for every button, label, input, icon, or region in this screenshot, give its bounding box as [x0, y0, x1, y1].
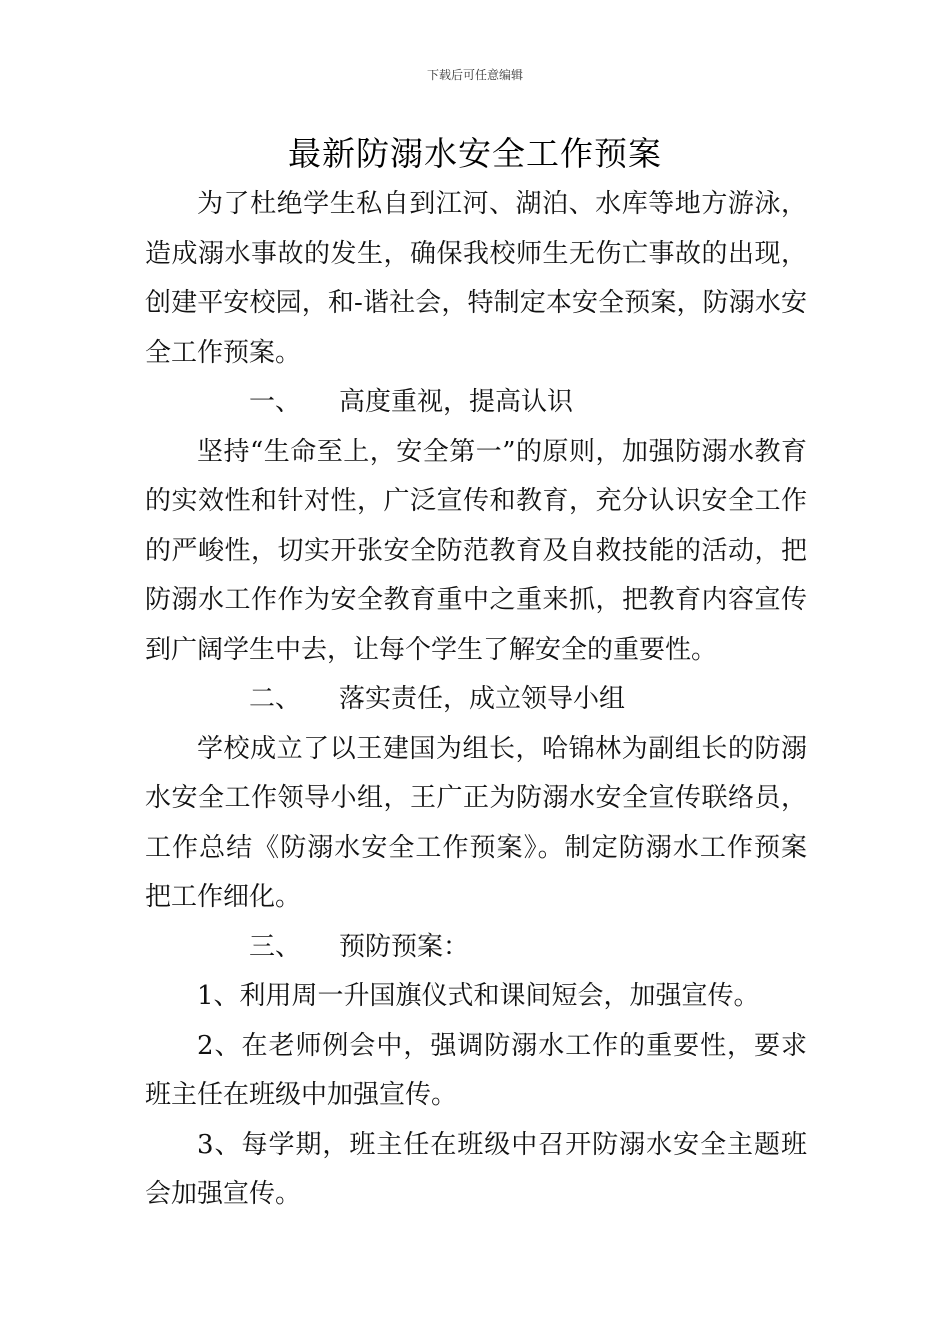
section-heading-text: 落实责任，成立领导小组: [339, 684, 626, 714]
section-number: 二、: [249, 684, 302, 714]
list-item-2: 2、在老师例会中，强调防溺水工作的重要性，要求班主任在班级中加强宣传。: [145, 1030, 807, 1110]
section-number: 三、: [249, 931, 302, 962]
list-item-1: 1、利用周一升国旗仪式和课间短会，加强宣传。: [197, 981, 760, 1011]
list-item-3: 3、每学期，班主任在班级中召开防溺水安全主题班会加强宣传。: [145, 1129, 807, 1209]
section-heading-1: [145, 378, 807, 428]
section-heading-text: 高度重视，提高认识: [339, 387, 574, 417]
section-heading-2: [145, 675, 807, 725]
section-heading-text: 预防预案：: [339, 931, 470, 962]
page-title: 最新防溺水安全工作预案: [288, 134, 662, 173]
paragraph-section-1: 坚持“生命至上，安全第一”的原则，加强防溺水教育的实效性和针对性，广泛宣传和教育，充分认识安全工作的严峻性，切实开张安全防范教育及自救技能的活动，把防溺水工作作为安全教育重中之重来抓，把教育内容宣传到广阔学生中去，让每个学生了解安全的重要性。: [145, 436, 807, 665]
header-note: 下载后可任意编辑: [426, 68, 523, 82]
document-body: [145, 180, 807, 1220]
paragraph-intro: 为了杜绝学生私自到江河、湖泊、水库等地方游泳，造成溺水事故的发生，确保我校师生无伤亡事故的出现，创建平安校园，和-谐社会，特制定本安全预案，防溺水安全工作预案。: [145, 189, 807, 368]
paragraph-section-2: 学校成立了以王建国为组长，哈锦林为副组长的防溺水安全工作领导小组，王广正为防溺水安全宣传联络员，工作总结《防溺水安全工作预案》。制定防溺水工作预案把工作细化。: [145, 733, 807, 912]
section-heading-3: [145, 923, 807, 973]
section-number: 一、: [249, 387, 302, 417]
